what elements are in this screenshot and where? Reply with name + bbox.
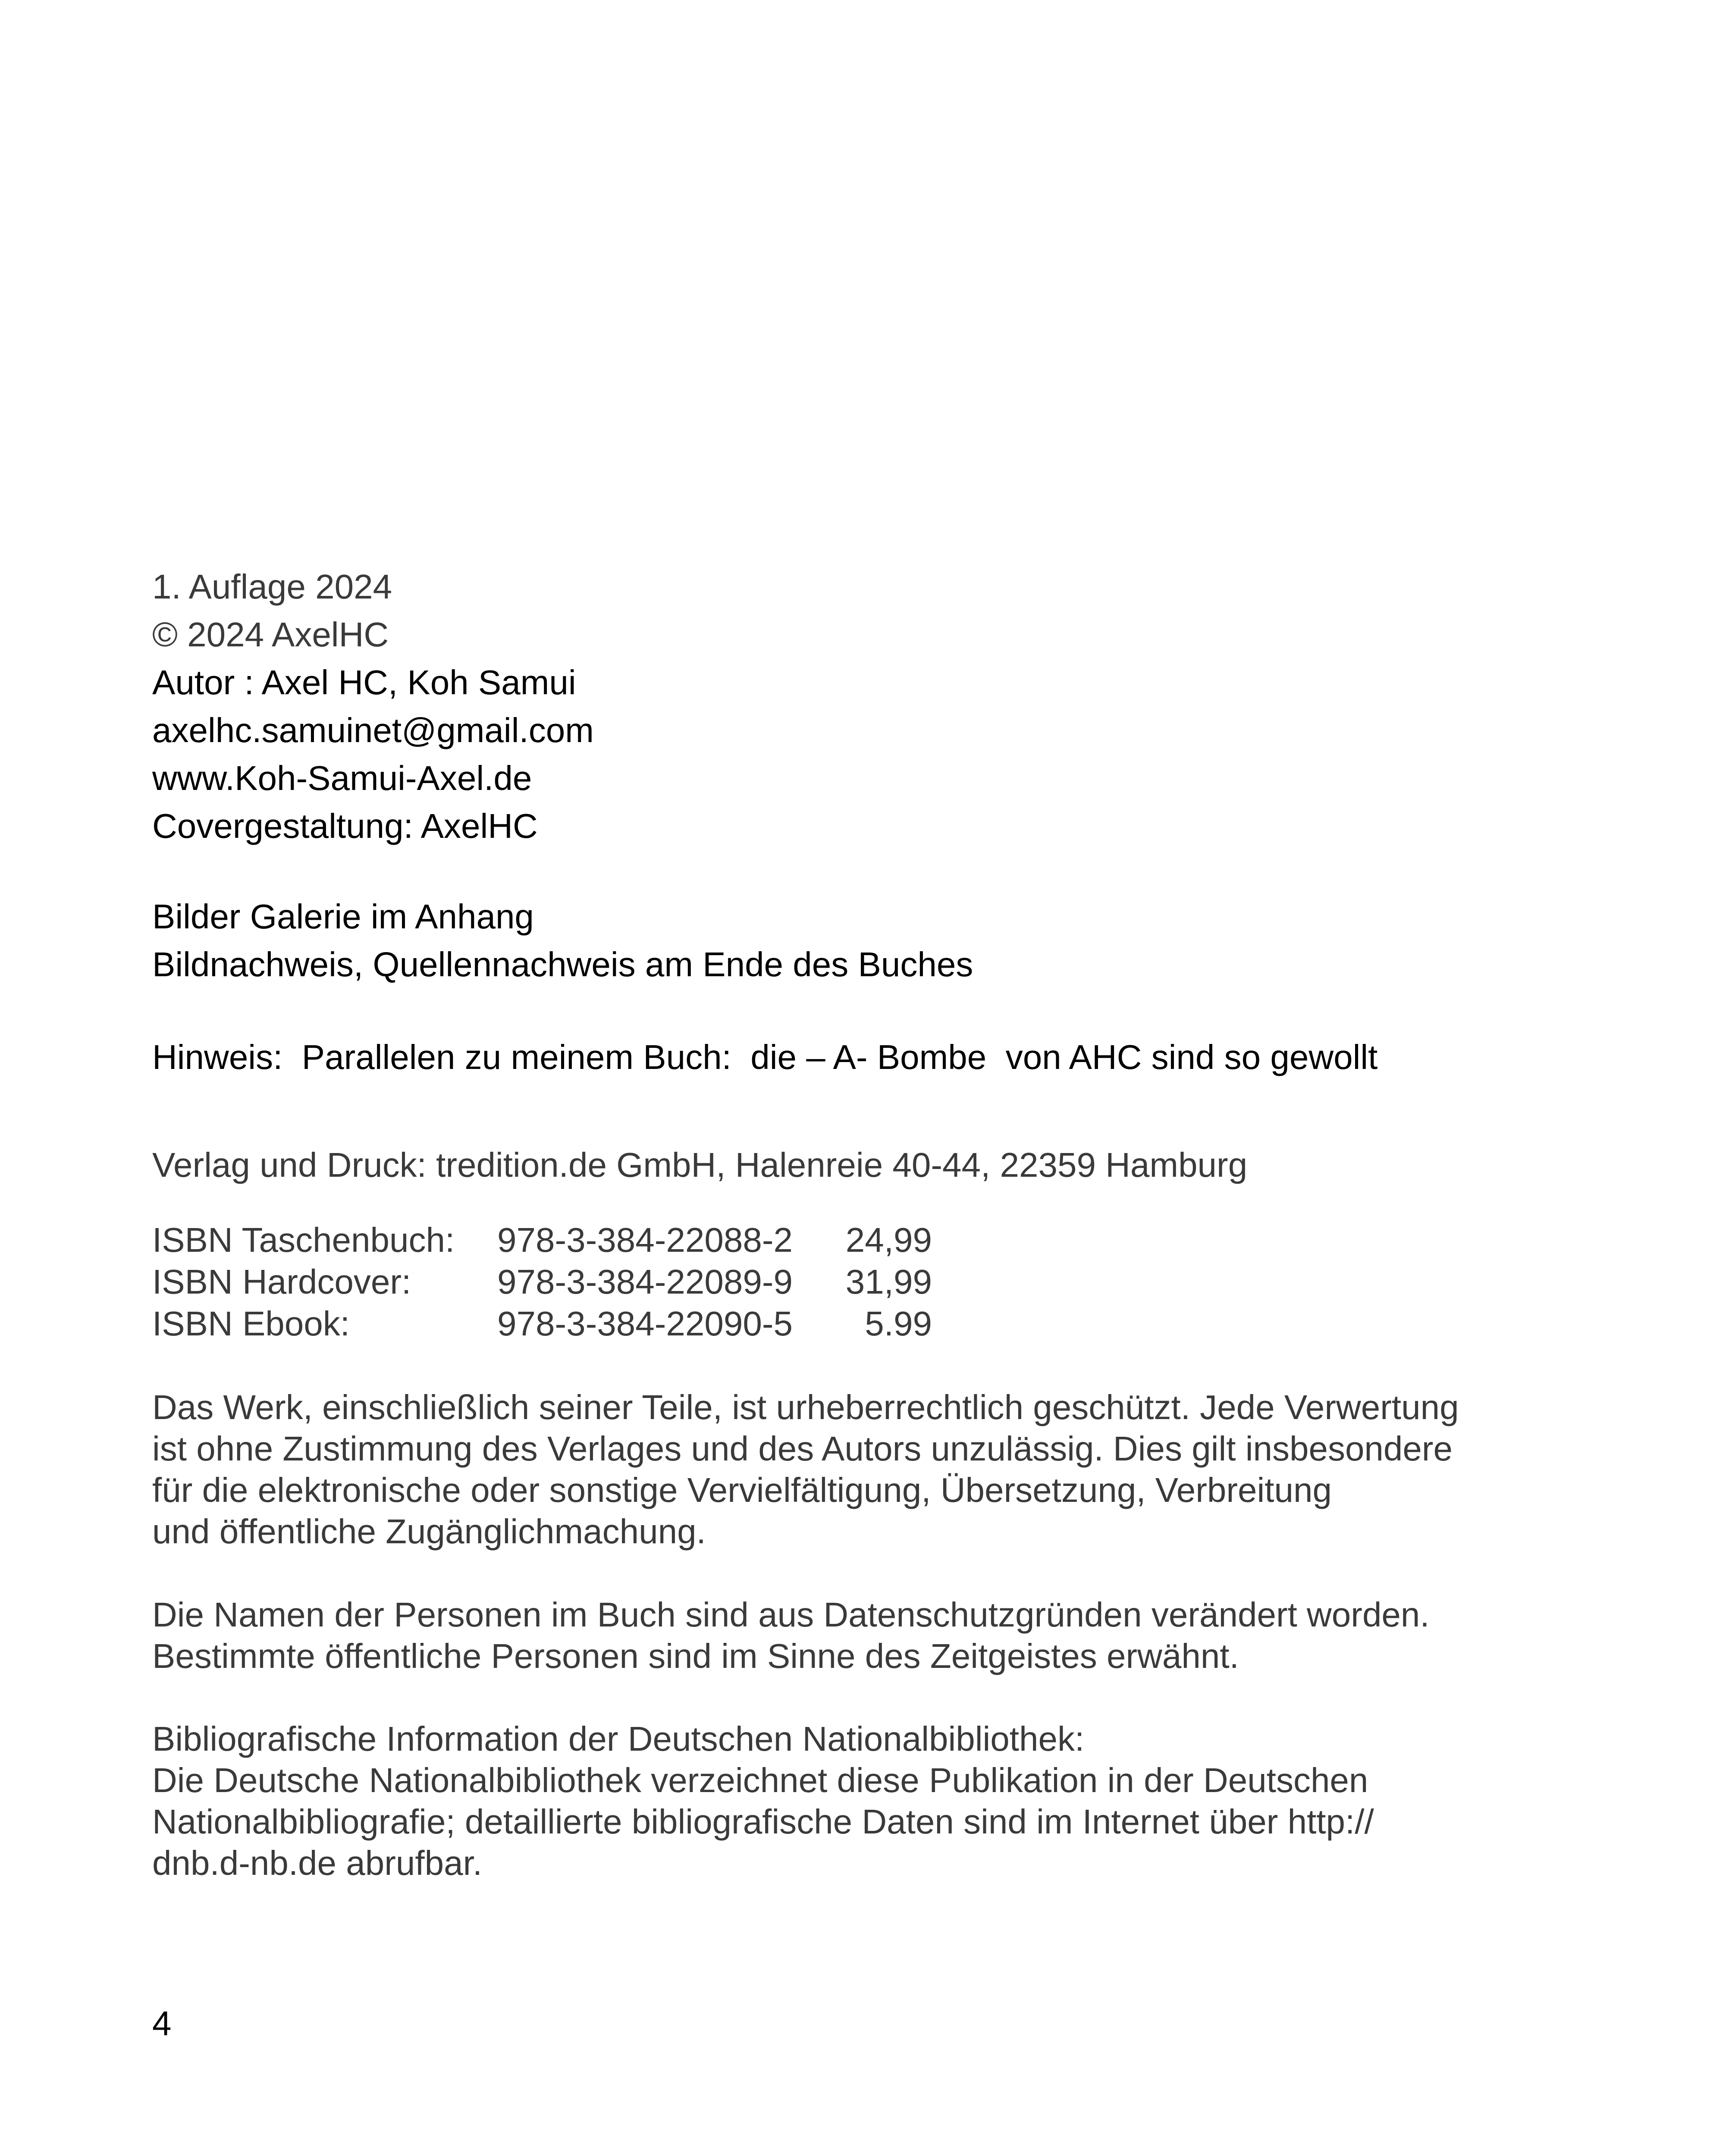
copyright-paragraph — [152, 1387, 1459, 1552]
isbn-label: ISBN Hardcover: — [152, 1263, 411, 1301]
publisher-block — [152, 1141, 1247, 1189]
isbn-price: 24,99 — [845, 1221, 932, 1259]
author-line: Autor : Axel HC, Koh Samui — [152, 663, 576, 702]
isbn-table — [152, 1219, 932, 1344]
sources-line: Bildnachweis, Quellennachweis am Ende des Buches — [152, 945, 973, 984]
paragraph-line: Das Werk, einschließlich seiner Teile, ist urheberrechtlich geschützt. Jede Verwertung — [152, 1388, 1459, 1426]
isbn-number: 978-3-384-22089-9 — [497, 1263, 793, 1301]
isbn-price: 31,99 — [845, 1263, 932, 1301]
copyright-line: © 2024 AxelHC — [152, 615, 389, 654]
publisher-line: Verlag und Druck: tredition.de GmbH, Halenreie 40-44, 22359 Hamburg — [152, 1146, 1248, 1184]
isbn-row — [152, 1303, 932, 1344]
gallery-line: Bilder Galerie im Anhang — [152, 897, 534, 936]
imprint-block — [152, 563, 594, 850]
paragraph-line: ist ohne Zustimmung des Verlages und des Autors unzulässig. Dies gilt insbesondere — [152, 1429, 1453, 1468]
paragraph-line: Nationalbibliografie; detaillierte bibliografische Daten sind im Internet über http:// — [152, 1802, 1374, 1841]
paragraph-line: Die Deutsche Nationalbibliothek verzeichnet diese Publikation in der Deutschen — [152, 1761, 1368, 1799]
paragraph-line: dnb.d-nb.de abrufbar. — [152, 1844, 483, 1882]
isbn-row — [152, 1261, 932, 1303]
isbn-label: ISBN Ebook: — [152, 1304, 350, 1343]
paragraph-line: Bestimmte öffentliche Personen sind im Sinne des Zeitgeistes erwähnt. — [152, 1637, 1239, 1675]
paragraph-line: Die Namen der Personen im Buch sind aus Datenschutzgründen verändert worden. — [152, 1595, 1430, 1634]
website-line: www.Koh-Samui-Axel.de — [152, 759, 532, 797]
page-number: 4 — [152, 2004, 172, 2043]
paragraph-line: Bibliografische Information der Deutschen Nationalbibliothek: — [152, 1720, 1085, 1758]
paragraph-line: und öffentliche Zugänglichmachung. — [152, 1512, 706, 1551]
isbn-row — [152, 1219, 932, 1261]
names-paragraph — [152, 1594, 1430, 1677]
images-note-block — [152, 893, 973, 988]
isbn-number: 978-3-384-22090-5 — [497, 1304, 793, 1343]
edition-line: 1. Auflage 2024 — [152, 567, 392, 606]
cover-design-line: Covergestaltung: AxelHC — [152, 807, 538, 845]
isbn-number: 978-3-384-22088-2 — [497, 1221, 793, 1259]
email-line: axelhc.samuinet@gmail.com — [152, 711, 594, 749]
paragraph-line: für die elektronische oder sonstige Vervielfältigung, Übersetzung, Verbreitung — [152, 1471, 1332, 1509]
isbn-price: 5.99 — [865, 1304, 932, 1343]
notice-block — [152, 1033, 1377, 1081]
bibliography-paragraph — [152, 1718, 1374, 1884]
isbn-label: ISBN Taschenbuch: — [152, 1221, 455, 1259]
notice-line: Hinweis: Parallelen zu meinem Buch: die – A- Bombe von AHC sind so gewollt — [152, 1038, 1378, 1076]
